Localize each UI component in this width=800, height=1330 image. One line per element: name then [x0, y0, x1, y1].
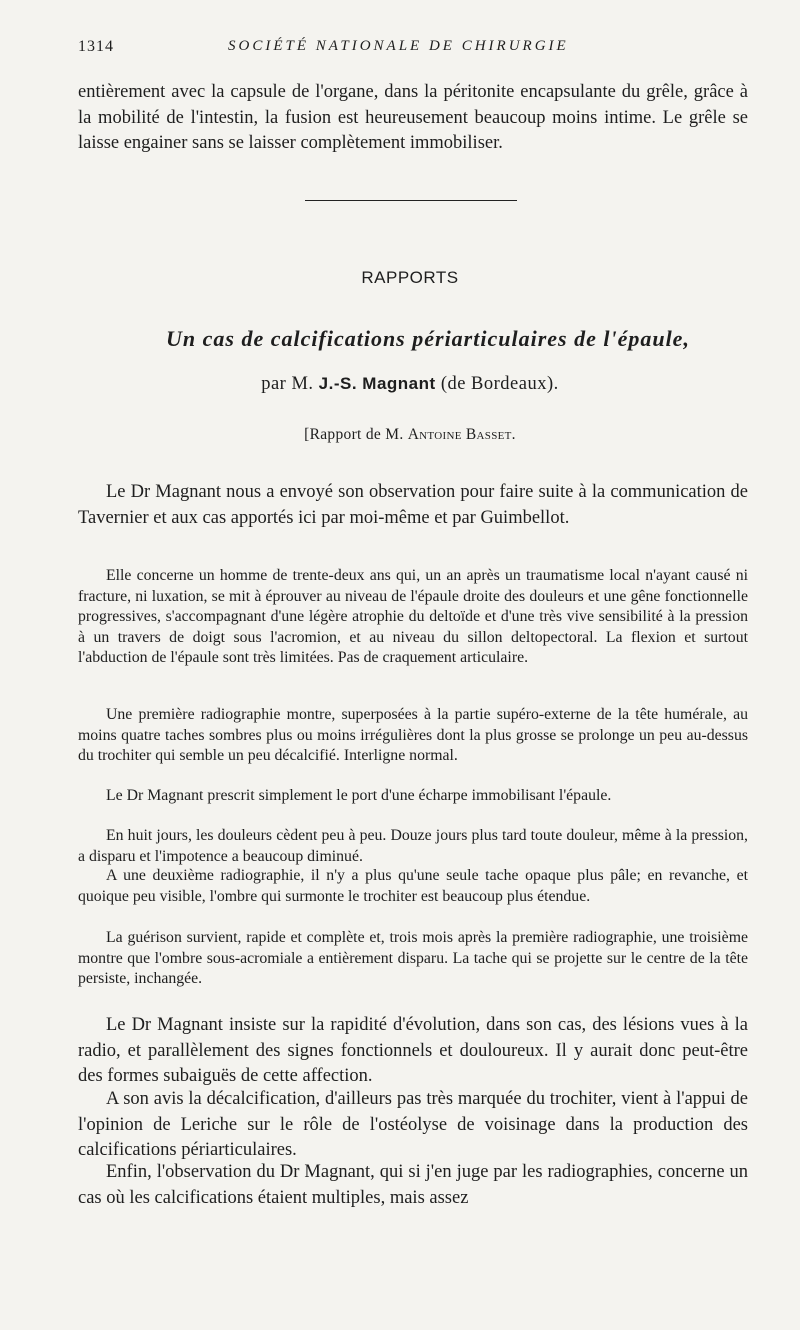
reporter-name: Antoine Basset.	[407, 426, 516, 443]
observation-paragraph-1: Elle concerne un homme de trente-deux ans qui, un an après un traumatisme local n'ayant causé ni fracture, ni luxation, se mit à éprouver au niveau de l'épaule droite des douleurs et une gêne fonctionnelle progressives, s'accompagnant d'une légère atrophie du deltoïde et d'une très vive sensibilité à la pression à un travers de doigt sous l'acromion, et au niveau du sillon deltopectoral. La flexion et surtout l'abduction de l'épaule sont très limitées. Pas de craquement articulaire.	[78, 567, 748, 666]
observation-paragraph-2: Une première radiographie montre, superposées à la partie supéro-externe de la tête humérale, au moins quatre taches sombres plus ou moins irrégulières dont la plus grosse se prolonge un peu au-dessus du trochiter qui semble un peu décalcifié. Interligne normal.	[78, 706, 748, 764]
report-note	[0, 426, 800, 444]
journal-title: SOCIÉTÉ NATIONALE DE CHIRURGIE	[228, 38, 569, 54]
observation-paragraph-4: En huit jours, les douleurs cèdent peu à peu. Douze jours plus tard toute douleur, même à la pression, a disparu et l'impotence a beaucoup diminué.	[78, 827, 748, 865]
observation-paragraph-6: La guérison survient, rapide et complète et, trois mois après la première radiographie, une troisième montre que l'ombre sous-acromiale a entièrement disparu. La tache qui se projette sur le centre de la tête persiste, inchangée.	[78, 929, 748, 987]
continuation-paragraph: entièrement avec la capsule de l'organe, dans la péritonite encapsulante du grêle, grâce à la mobilité de l'intestin, la fusion est heureusement beaucoup moins intime. Le grêle se laisse engainer sans se laisser complètement immobiliser.	[78, 82, 748, 153]
observation-paragraph-5: A une deuxième radiographie, il n'y a plus qu'une seule tache opaque plus pâle; en revanche, et quoique peu visible, l'ombre qui surmonte le trochiter est beaucoup plus étendue.	[78, 867, 748, 905]
report-prefix: [Rapport de M.	[304, 426, 404, 443]
discussion-paragraph-3: Enfin, l'observation du Dr Magnant, qui si j'en juge par les radiographies, concerne un cas où les calcifications étaient multiples, mais assez	[78, 1162, 748, 1208]
byline	[0, 374, 800, 395]
author-name: J.-S. Magnant	[318, 374, 436, 393]
discussion-paragraph-1: Le Dr Magnant insiste sur la rapidité d'évolution, dans son cas, des lésions vues à la radio, et parallèlement des signes fonctionnels et douloureux. Il y aurait donc peut-être des formes subaiguës de cette affection.	[78, 1015, 748, 1086]
observation-paragraph-3: Le Dr Magnant prescrit simplement le port d'une écharpe immobilisant l'épaule.	[106, 787, 612, 804]
byline-prefix: par M.	[261, 374, 314, 394]
running-header	[78, 38, 746, 60]
discussion-paragraph-2: A son avis la décalcification, d'ailleurs pas très marquée du trochiter, vient à l'appui de l'opinion de Leriche sur le rôle de l'ostéolyse de voisinage dans la production des calcifications périarticulaires.	[78, 1089, 748, 1160]
byline-suffix: (de Bordeaux).	[440, 374, 559, 394]
article-title: Un cas de calcifications périarticulaires de l'épaule,	[166, 326, 690, 351]
section-heading: RAPPORTS	[361, 268, 459, 287]
horizontal-rule	[305, 200, 517, 201]
intro-paragraph: Le Dr Magnant nous a envoyé son observation pour faire suite à la communication de Tavernier et aux cas apportés ici par moi-même et par Guimbellot.	[78, 482, 748, 528]
page-number: 1314	[78, 38, 114, 55]
